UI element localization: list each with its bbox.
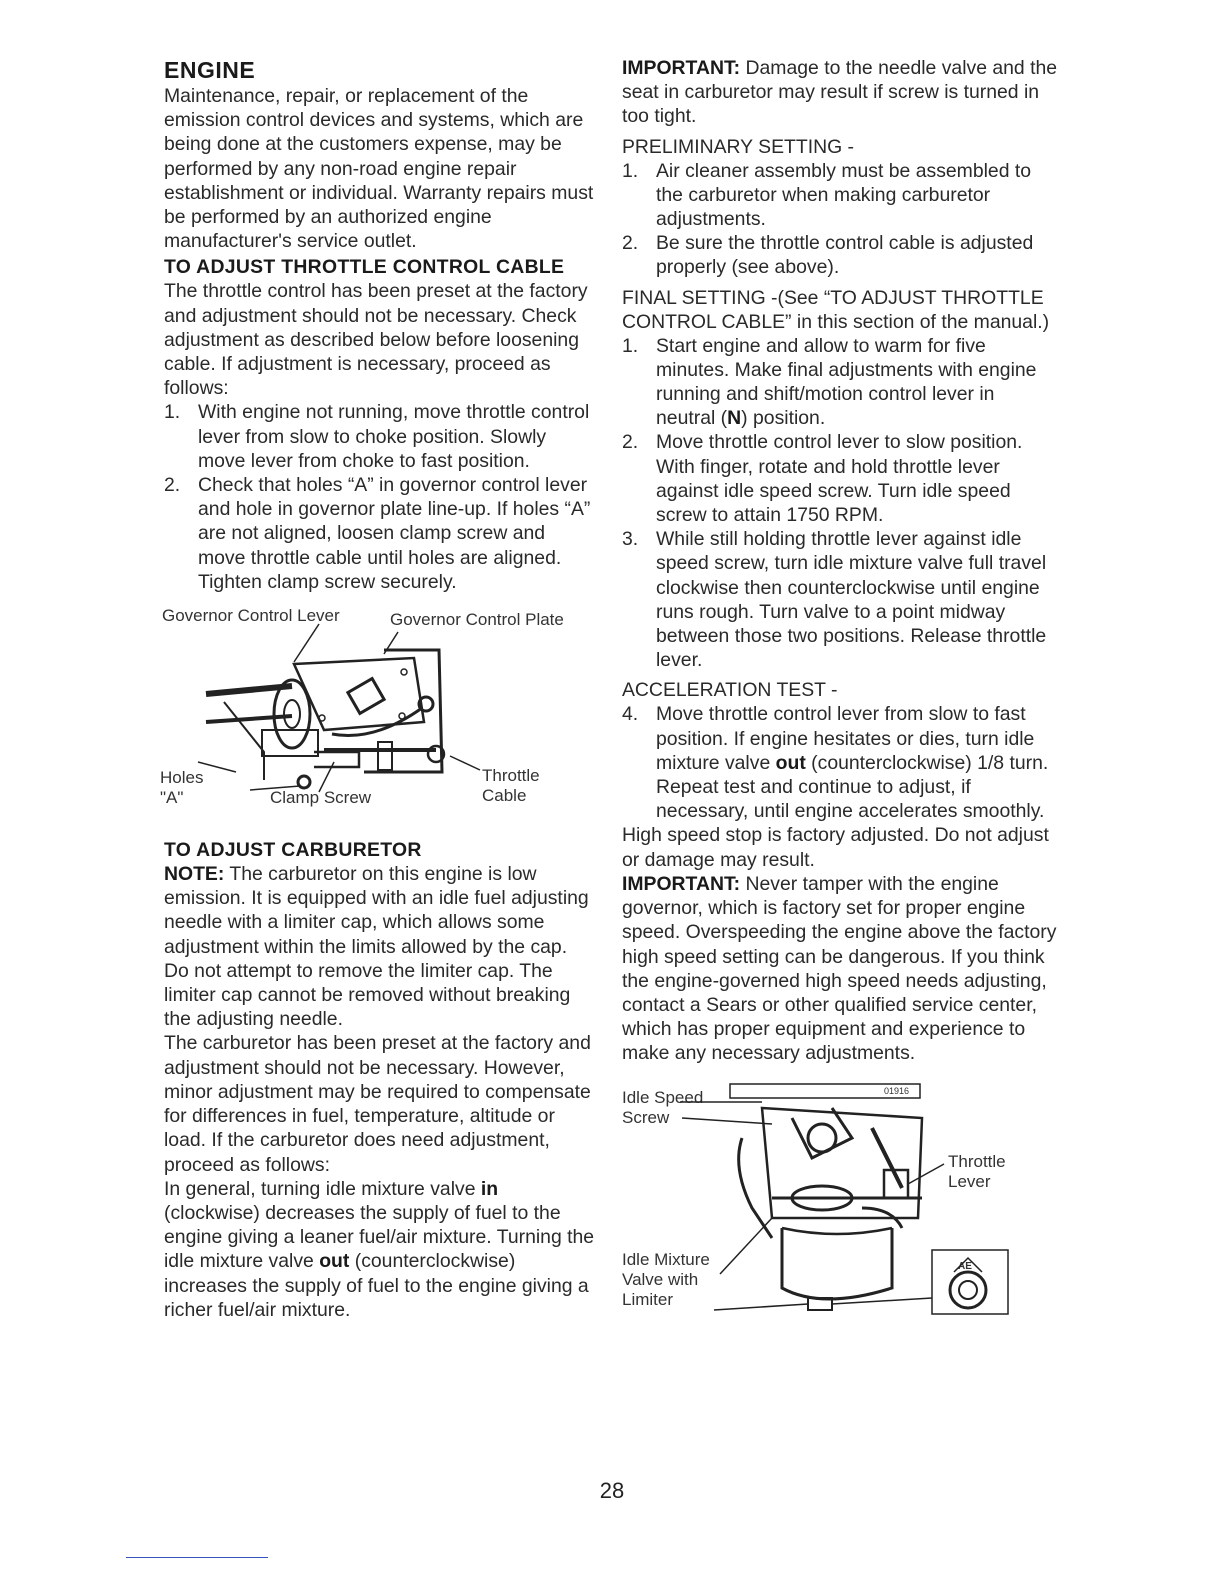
idle-mixture-label-2: Valve with [622, 1269, 699, 1289]
left-column [160, 56, 596, 1322]
important-2-paragraph: IMPORTANT: Never tamper with the engine governor, which is factory set for proper engine speed. Overspeeding the engine above the factory high speed setting can be dangerous. If you think the engine-governed high speed needs adjusting, contact a Sears or other qualified service center, which has proper equipment and experience to make any necessary adjustments. [622, 872, 1057, 1065]
list-item: 4. Move throttle control lever from slow to fast position. If engine hesitates or dies, turn idle mixture valve out (counterclockwise) 1/8 turn. Repeat test and continue to adjust, if necessary, until engine accelerates smoothly. [622, 703, 1049, 823]
general-paragraph: In general, turning idle mixture valve in (clockwise) decreases the supply of fuel to the engine giving a leaner fuel/air mixture. Turning the idle mixture valve out (counterclockwise) increases the supply of fuel to the engine giving a richer fuel/air mixture. [164, 1177, 595, 1321]
throttle-cable-heading: TO ADJUST THROTTLE CONTROL CABLE [164, 256, 565, 279]
idle-mixture-label-3: Limiter [622, 1289, 674, 1309]
figure-code: 01916 [884, 1085, 910, 1096]
preliminary-heading: PRELIMINARY SETTING - [622, 135, 855, 158]
idle-mixture-label-1: Idle Mixture [622, 1249, 710, 1269]
carburetor-heading: TO ADJUST CARBURETOR [164, 839, 422, 862]
throttle-cable-label-1: Throttle [482, 766, 540, 786]
right-column [622, 56, 1058, 1318]
final-steps [622, 334, 1058, 673]
list-item: 2. Check that holes “A” in governor control lever and hole in governor plate line-up. If holes “A” are not aligned, loosen clamp screw and move throttle cable until holes are aligned. Tighten clamp screw securely. [164, 474, 591, 593]
governor-illustration [164, 602, 604, 830]
footer-rule [126, 1557, 268, 1558]
preset-paragraph: The carburetor has been preset at the factory and adjustment should not be necessary. However, minor adjustment may be required to compensate for differences in fuel, temperature, altitude or load. If the carburetor does need adjustment, proceed as follows: [164, 1032, 591, 1176]
high-speed-paragraph: High speed stop is factory adjusted. Do not adjust or damage may result. [622, 824, 1049, 871]
preliminary-steps [622, 159, 1058, 280]
carburetor-illustration [622, 1078, 1058, 1318]
list-item: 1. Air cleaner assembly must be assembled to the carburetor when making carburetor adjustments. [622, 159, 1032, 231]
final-setting-heading: FINAL SETTING -(See “TO ADJUST THROTTLE CONTROL CABLE” in this section of the manual.) [622, 286, 1050, 333]
list-item: 1. With engine not running, move throttle control lever from slow to choke position. Slowly move lever from choke to fast position. [164, 401, 590, 472]
throttle-lever-label-2: Lever [948, 1171, 991, 1191]
throttle-steps [164, 400, 596, 594]
engine-heading: ENGINE [164, 57, 256, 83]
important-label: IMPORTANT: [622, 57, 741, 79]
note-text: The carburetor on this engine is low emission. It is equipped with an idle fuel adjusting needle with a limiter cap, which allows some adjustment within the limits allowed by the cap. Do not attempt to remove the limiter cap. The limiter cap cannot be removed without breaking the adjusting needle. [164, 863, 589, 1031]
engine-paragraph: Maintenance, repair, or replacement of the emission control devices and systems, which are being done at the customers expense, may be performed by any non-road engine repair establishment or individual. Warranty repairs must be performed by an authorized engine manufacturer's service outlet. [164, 85, 594, 253]
important-label: IMPORTANT: [622, 872, 741, 895]
note-paragraph [164, 862, 596, 1031]
throttle-cable-paragraph: The throttle control has been preset at the factory and adjustment should not be necessary. Check adjustment as described below before loosening cable. If adjustment is necessary, proceed as follows: [164, 280, 588, 400]
list-item: 2. Be sure the throttle control cable is adjusted properly (see above). [622, 232, 1034, 279]
screw-label: Screw [622, 1107, 670, 1127]
ae-mark: AE [958, 1260, 972, 1272]
list-item: 1. Start engine and allow to warm for five minutes. Make final adjustments with engine running and shift/motion control lever in neutral (N) position. [622, 334, 1037, 430]
holes-a-label: "A" [160, 788, 184, 808]
acceleration-steps [622, 702, 1058, 823]
page-number: 28 [599, 1478, 625, 1503]
note-label: NOTE: [164, 863, 225, 886]
idle-speed-label: Idle Speed [622, 1087, 704, 1107]
governor-plate-label: Governor Control Plate [390, 610, 564, 630]
governor-figure [160, 602, 604, 830]
list-item: 3. While still holding throttle lever against idle speed screw, turn idle mixture valve full travel clockwise then counterclockwise until engine runs rough. Turn valve to a point midway between those two positions. Release throttle lever. [622, 528, 1047, 672]
throttle-cable-label-2: Cable [482, 786, 527, 806]
holes-label: Holes [160, 768, 204, 788]
clamp-screw-label: Clamp Screw [270, 788, 372, 808]
throttle-lever-label-1: Throttle [948, 1151, 1006, 1171]
governor-lever-label: Governor Control Lever [162, 606, 340, 626]
carburetor-figure [622, 1078, 1058, 1318]
important-1-paragraph: IMPORTANT: Damage to the needle valve and the seat in carburetor may result if screw is turned in too tight. [622, 57, 1058, 128]
list-item: 2. Move throttle control lever to slow position. With finger, rotate and hold throttle lever against idle speed screw. Turn idle speed screw to attain 1750 RPM. [622, 431, 1023, 527]
acceleration-heading: ACCELERATION TEST - [622, 679, 838, 702]
